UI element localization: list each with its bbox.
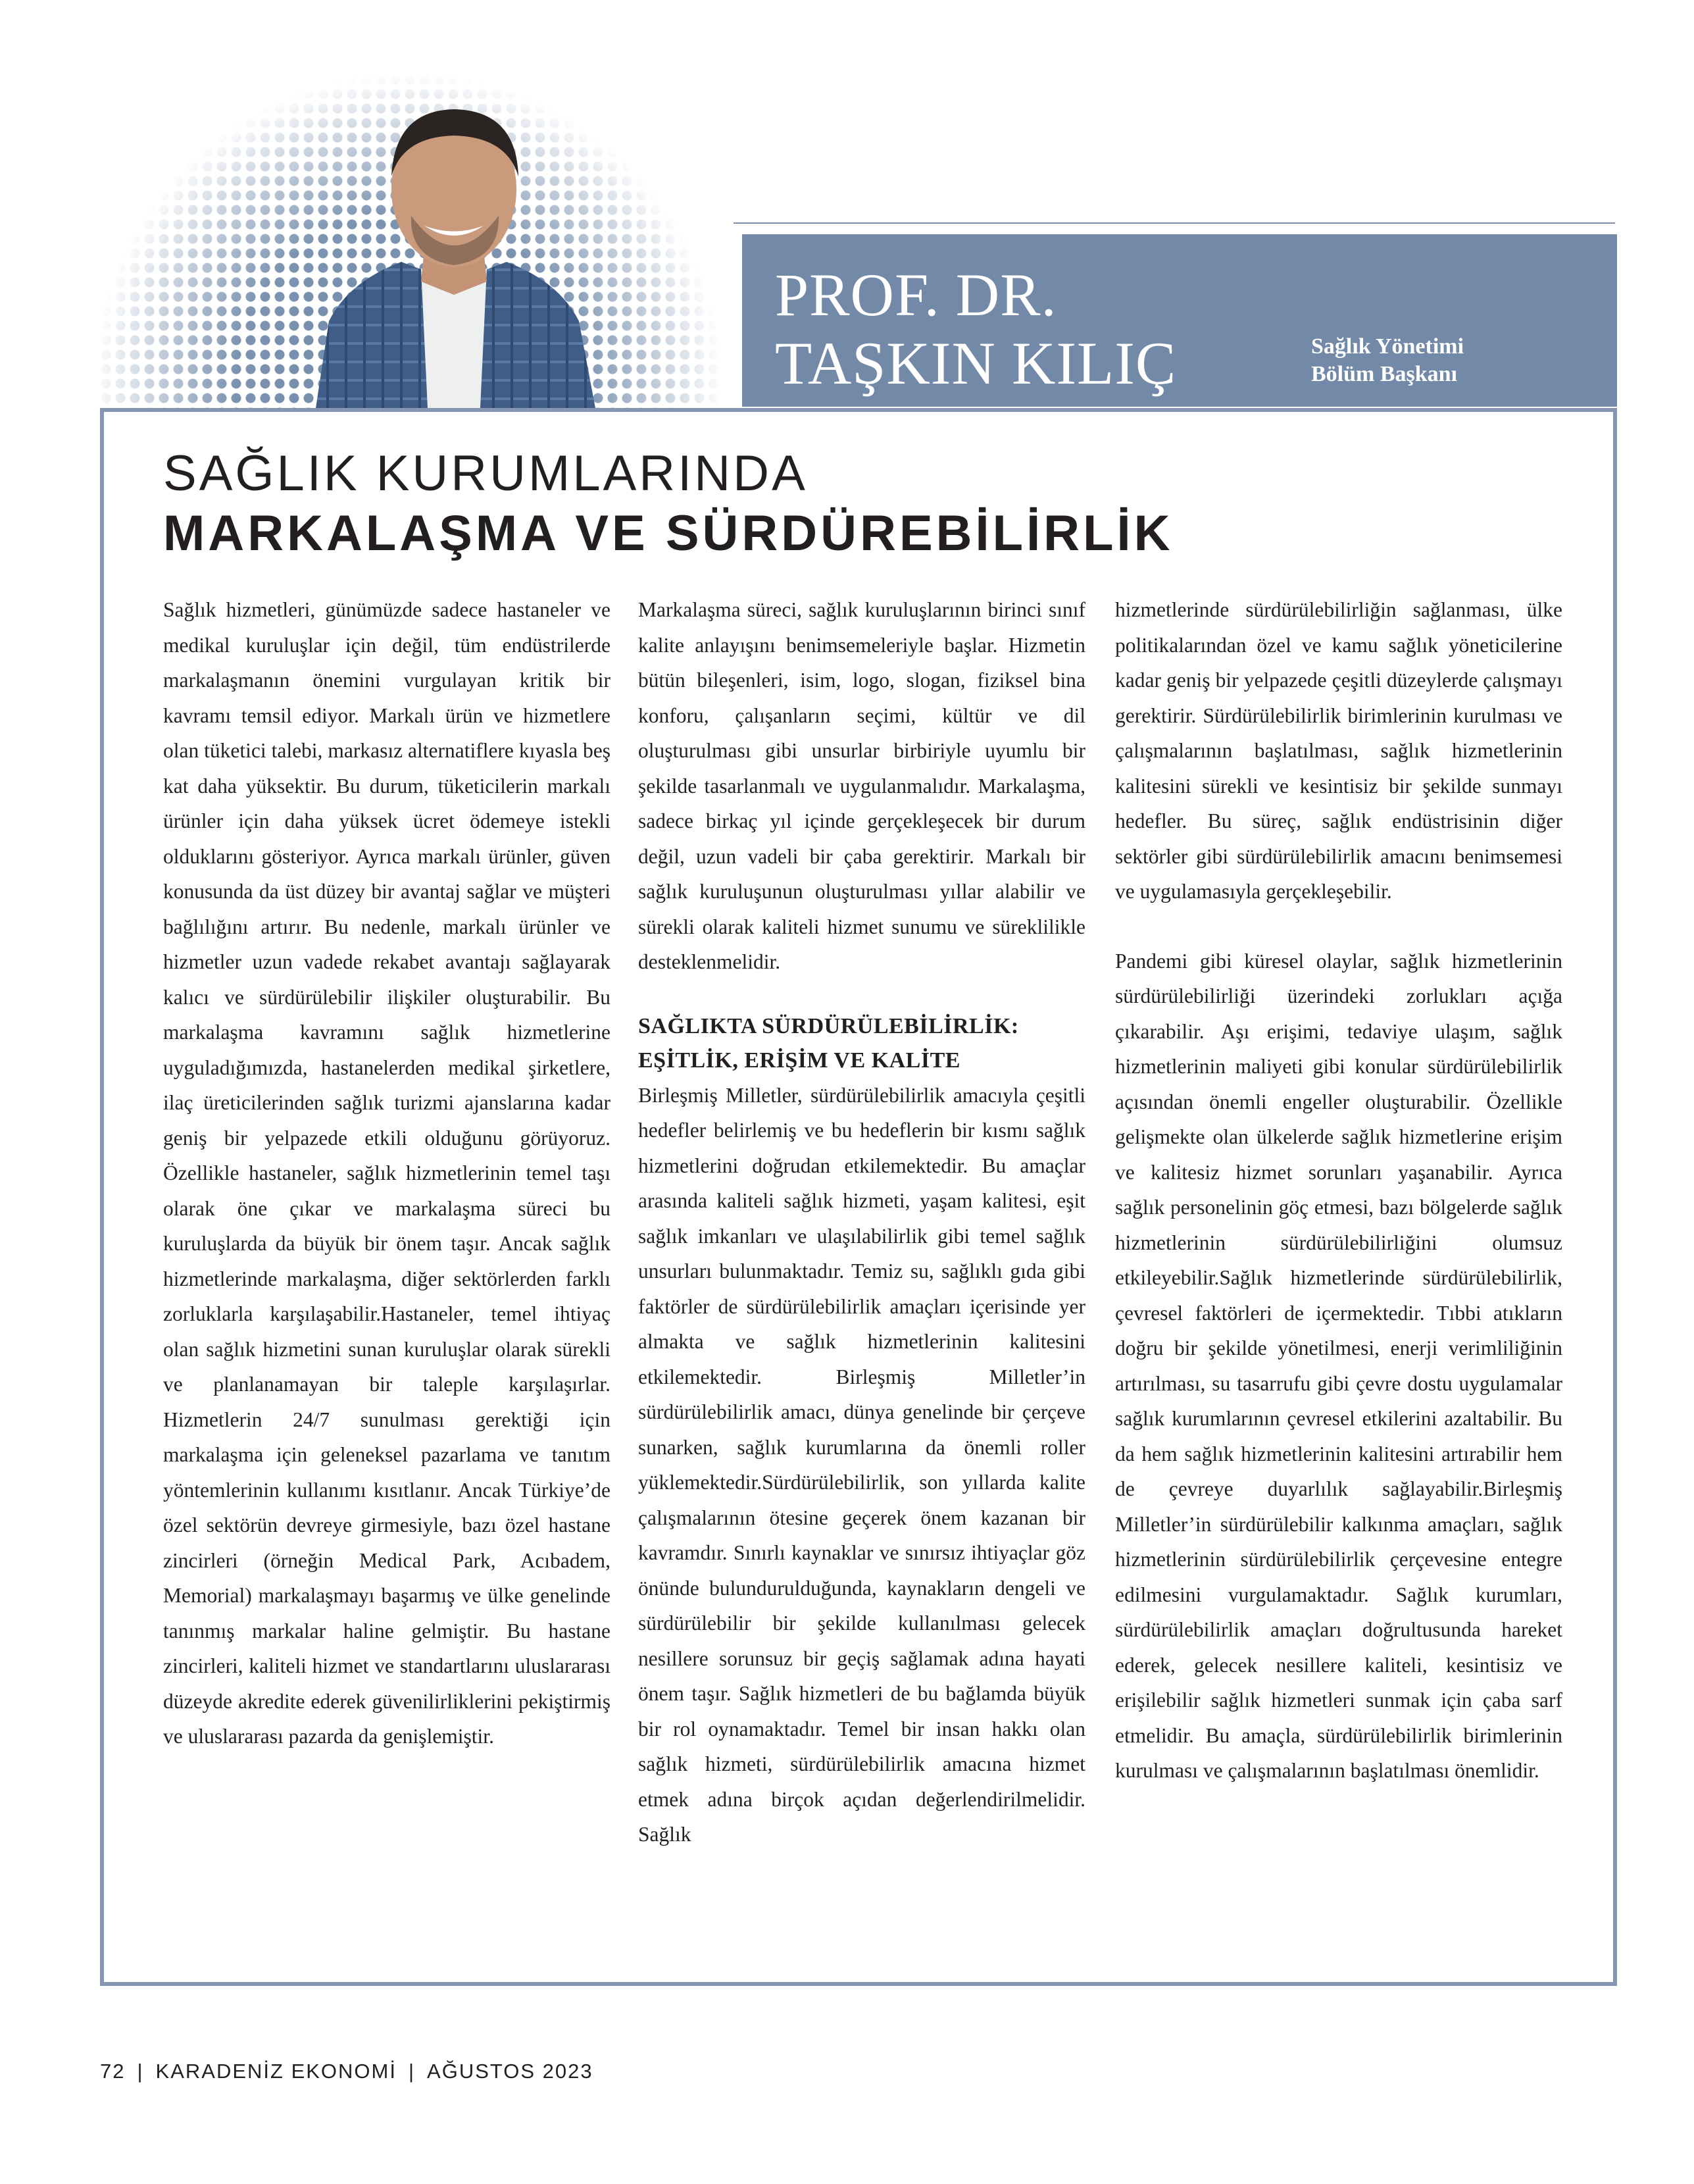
article-column-1 [163, 592, 610, 1754]
author-portrait [289, 84, 618, 408]
paragraph: hizmetlerinde sürdürülebilirliğin sağlanması, ülke politikalarından özel ve kamu sağlık yöneticilerine kadar geniş bir yelpazede çeşitli düzeylerde çalışmayı gerektirir. Sürdürülebilirlik birimlerinin kurulması ve çalışmalarının başlatılması, sağlık hizmetlerinin kalitesini sürekli ve kesintisiz bir şekilde sunmayı hedefler. Bu süreç, sağlık endüstrisinin diğer sektörler gibi sürdürülebilirlik amacını benimsemesi ve uygulamasıyla gerçekleşebilir. [1115, 598, 1562, 903]
author-name [775, 261, 1176, 397]
article-column-3 [1115, 592, 1562, 1789]
paragraph: Sağlık hizmetleri, günümüzde sadece hastaneler ve medikal kuruluşlar için değil, tüm endüstrilerde markalaşmanın önemini vurgulayan kritik bir kavramı temsil ediyor. Markalı ürün ve hizmetlere olan tüketici talebi, markasız alternatiflere kıyasla beş kat daha yüksektir. Bu durum, tüketicilerin markalı ürünler için daha yüksek ücret ödemeye istekli olduklarını gösteriyor. Ayrıca markalı ürünler, güven konusunda da üst düzey bir avantaj sağlar ve müşteri bağlılığını artırır. Bu nedenle, markalı ürünler ve hizmetler uzun vadede rekabet avantajı sağlayarak kalıcı ve sürdürülebilir ilişkiler oluşturabilir. Bu markalaşma kavramını sağlık hizmetlerine uyguladığımızda, hastanelerden medikal şirketlere, ilaç üreticilerinden sağlık turizmi ajanslarına kadar geniş bir yelpazede etkili olduğunu görüyoruz. Özellikle hastaneler, sağlık hizmetlerinin temel taşı olarak öne çıkar ve markalaşma süreci bu kuruluşlarda da büyük bir önem taşır. Ancak sağlık hizmetlerinde markalaşma, diğer sektörlerden farklı zorluklarla karşılaşabilir.Hastaneler, temel ihtiyaç olan sağlık hizmetini sunan kuruluşlar olarak sürekli ve planlanamayan bir taleple karşılaşırlar. Hizmetlerin 24/7 sunulması gerektiği için markalaşma için geleneksel pazarlama ve tanıtım yöntemlerinin kullanımı kısıtlanır. Ancak Türkiye’de özel sektörün devreye girmesiyle, bazı özel hastane zincirleri (örneğin Medical Park, Acıbadem, Memorial) markalaşmayı başarmış ve ülke genelinde tanınmış markalar haline gelmiştir. Bu hastane zincirleri, kaliteli hizmet ve standartlarını uluslararası düzeyde akredite ederek güvenilirliklerini pekiştirmiş ve uluslararası pazarda da genişlemiştir. [163, 598, 610, 1748]
issue-date: AĞUSTOS 2023 [427, 2060, 593, 2083]
author-role-line1: Sağlık Yönetimi [1311, 334, 1464, 359]
paragraph: Markalaşma süreci, sağlık kuruluşlarının birinci sınıf kalite anlayışını benimsemeleriyle başlar. Hizmetin bütün bileşenleri, isim, logo, slogan, fiziksel bina konforu, çalışanların seçimi, kültür ve dil oluşturulması gibi unsurlar birbiriyle uyumlu bir şekilde tasarlanmalı ve uygulanmalıdır. Markalaşma, sadece birkaç yıl içinde gerçekleşecek bir durum değil, uzun vadeli bir çaba gerektirir. Markalı bir sağlık kuruluşunun oluşturulması yıllar alabilir ve sürekli olarak kaliteli hizmet sunumu ve süreklilikle desteklenmelidir. [638, 598, 1085, 973]
subheading-line2: EŞİTLİK, ERİŞİM VE KALİTE [638, 1048, 960, 1073]
author-banner [742, 234, 1617, 407]
author-name-line2: TAŞKIN KILIÇ [775, 330, 1177, 397]
footer-separator: | [408, 2060, 416, 2083]
page-number: 72 [100, 2060, 126, 2083]
author-role [1311, 333, 1464, 388]
paragraph: Birleşmiş Milletler, sürdürülebilirlik amacıyla çeşitli hedefler belirlemiş ve bu hedeflerin bir kısmı sağlık hizmetlerini doğrudan etkilemektedir. Bu amaçlar arasında kaliteli sağlık hizmeti, yaşam kalitesi, eşit sağlık imkanları ve ulaşılabilirlik gibi temel sağlık unsurları bulunmaktadır. Temiz su, sağlıklı gıda gibi faktörler de sürdürülebilirlik amaçları içerisinde yer almakta ve sağlık hizmetlerinin kalitesini etkilemektedir. Birleşmiş Milletler’in sürdürülebilirlik amacı, dünya genelinde bir çerçeve sunarken, sağlık kurumlarına da önemli roller yüklemektedir.Sürdürülebilirlik, son yıllarda kalite çalışmalarının ötesine geçerek önem kazanan bir kavramdır. Sınırlı kaynaklar ve sınırsız ihtiyaçlar göz önünde bulundurulduğunda, kaynakların dengeli ve sürdürülebilir bir şekilde kullanılması gelecek nesillere sorunsuz bir geçiş sağlamak adına hayati önem taşır. Sağlık hizmetleri de bu bağlamda büyük bir rol oynamaktadır. Temel bir insan hakkı olan sağlık hizmeti, sürdürülebilirlik amacına hizmet etmek adına birçok açıdan değerlendirilmelidir. Sağlık [638, 1083, 1085, 1846]
magazine-name: KARADENİZ EKONOMİ [155, 2060, 397, 2083]
section-subheading [638, 1009, 1085, 1078]
author-role-line2: Bölüm Başkanı [1311, 362, 1458, 386]
article-title-line2: MARKALAŞMA VE SÜRDÜREBİLİRLİK [163, 505, 1174, 561]
page-footer [100, 2060, 593, 2083]
header-rule [734, 222, 1615, 224]
article-title [163, 444, 1174, 564]
article-title-line1: SAĞLIK KURUMLARINDA [163, 445, 808, 501]
footer-separator: | [137, 2060, 144, 2083]
article-column-2 [638, 592, 1085, 1852]
subheading-line1: SAĞLIKTA SÜRDÜRÜLEBİLİRLİK: [638, 1013, 1019, 1038]
author-name-line1: PROF. DR. [775, 261, 1057, 328]
paragraph: Pandemi gibi küresel olaylar, sağlık hizmetlerinin sürdürülebilirliği üzerindeki zorlukları açığa çıkarabilir. Aşı erişimi, tedaviye ulaşım, sağlık hizmetlerinin maliyeti gibi konular sürdürülebilirlik açısından önemli engeller oluşturabilir. Özellikle gelişmekte olan ülkelerde sağlık hizmetlerine erişim ve kalitesiz hizmet sorunları yaşanabilir. Ayrıca sağlık personelinin göç etmesi, bazı bölgelerde sağlık hizmetlerinin sürdürülebilirliğini olumsuz etkileyebilir.Sağlık hizmetlerinde sürdürülebilirlik, çevresel faktörleri de içermektedir. Tıbbi atıkların doğru bir şekilde yönetilmesi, enerji verimliliğinin artırılması, su tasarrufu gibi çevre dostu uygulamalar sağlık kurumlarının çevresel etkilerini azaltabilir. Bu da hem sağlık hizmetlerinin kalitesini artırabilir hem de çevreye duyarlılık sağlayabilir.Birleşmiş Milletler’in sürdürülebilir kalkınma amaçları, sağlık hizmetlerinin sürdürülebilirlik çerçevesine entegre edilmesini vurgulamaktadır. Sağlık kurumları, sürdürülebilirlik amaçları doğrultusunda hareket ederek, gelecek nesillere kaliteli, kesintisiz ve erişilebilir sağlık hizmetleri sunmak için çaba sarf etmelidir. Bu amaçla, sürdürülebilirlik birimlerinin kurulması ve çalışmalarının başlatılması önemlidir. [1115, 949, 1562, 1782]
